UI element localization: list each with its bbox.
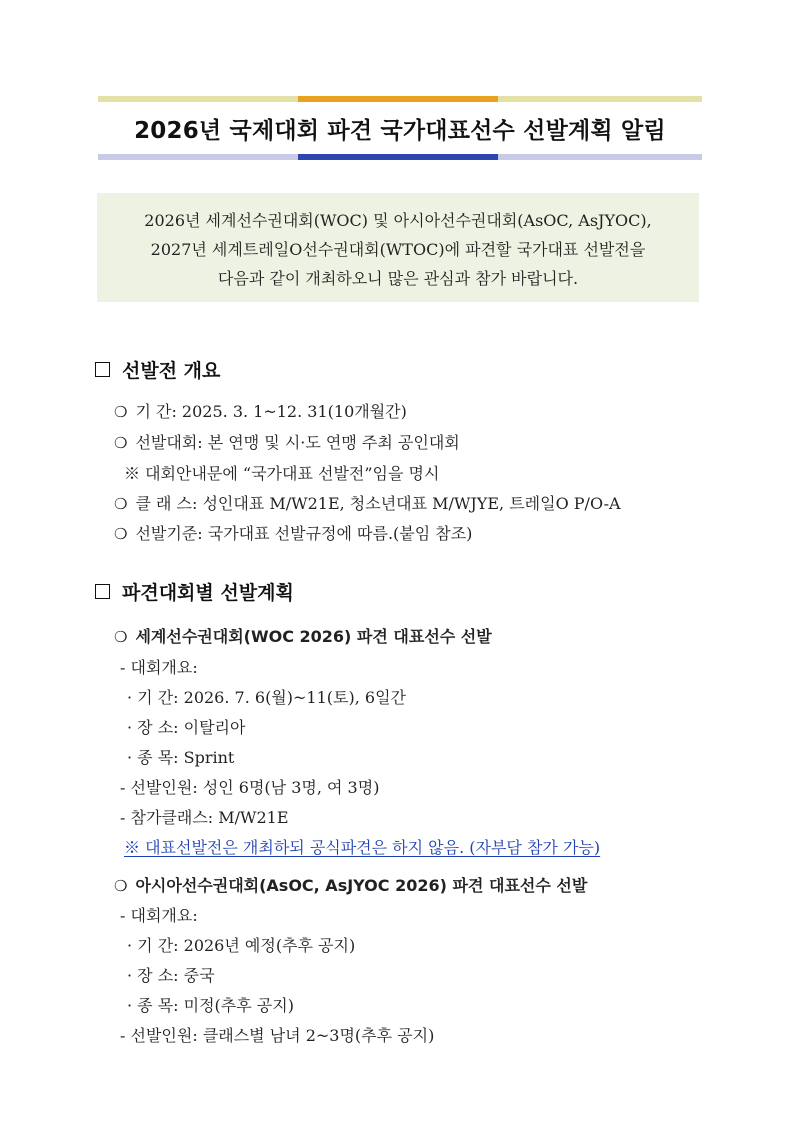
woc-discipline: · 종 목: Sprint: [127, 748, 235, 767]
bottom-bar-right: [498, 154, 702, 160]
page-title: 2026년 국제대회 파견 국가대표선수 선발계획 알림: [134, 117, 666, 144]
asoc-discipline: · 종 목: 미정(추후 공지): [127, 996, 294, 1015]
asoc-period: · 기 간: 2026년 예정(추후 공지): [127, 936, 356, 955]
top-bar-left: [98, 96, 298, 102]
woc-title: ❍ 세계선수권대회(WOC 2026) 파견 대표선수 선발: [114, 627, 492, 646]
hollow-circle-bullet-icon: ❍: [114, 434, 128, 452]
overview-events-note: ※ 대회안내문에 “국가대표 선발전”임을 명시: [124, 464, 440, 483]
woc-period: · 기 간: 2026. 7. 6(월)~11(토), 6일간: [127, 688, 406, 707]
overview-classes: ❍ 클 래 스: 성인대표 M/W21E, 청소년대표 M/WJYE, 트레일O P/O-A: [114, 494, 621, 513]
overview-criteria: ❍ 선발기준: 국가대표 선발규정에 따름.(붙임 참조): [114, 524, 473, 543]
white-square-icon: [95, 584, 110, 599]
notice-line-1: 2026년 세계선수권대회(WOC) 및 아시아선수권대회(AsOC, AsJYOC),: [144, 211, 652, 230]
header-bottom-bar: [98, 154, 702, 160]
hollow-circle-bullet-icon: ❍: [114, 495, 128, 513]
notice-line-2: 2027년 세계트레일O선수권대회(WTOC)에 파견할 국가대표 선발전을: [150, 240, 646, 259]
notice-box: [97, 193, 699, 302]
section-overview-title: 선발전 개요: [122, 360, 221, 382]
section-overview-heading: [95, 356, 220, 383]
overview-period: ❍ 기 간: 2025. 3. 1~12. 31(10개월간): [114, 402, 407, 421]
asoc-venue: · 장 소: 중국: [127, 966, 215, 985]
hollow-circle-bullet-icon: ❍: [114, 403, 128, 421]
white-square-icon: [95, 362, 110, 377]
woc-quota: - 선발인원: 성인 6명(남 3명, 여 3명): [120, 778, 380, 797]
asoc-title: ❍ 아시아선수권대회(AsOC, AsJYOC 2026) 파견 대표선수 선발: [114, 876, 588, 895]
hollow-circle-bullet-icon: ❍: [114, 525, 128, 543]
hollow-circle-bullet-icon: ❍: [114, 877, 128, 895]
asoc-overview-label: - 대회개요:: [120, 906, 198, 925]
notice-line-3: 다음과 같이 개최하오니 많은 관심과 참가 바랍니다.: [217, 269, 579, 288]
top-bar-accent: [298, 96, 498, 102]
section-plan-title: 파견대회별 선발계획: [122, 582, 294, 604]
woc-class: - 참가클래스: M/W21E: [120, 808, 289, 827]
asoc-quota: - 선발인원: 클래스별 남녀 2~3명(추후 공지): [120, 1026, 435, 1045]
hollow-circle-bullet-icon: ❍: [114, 628, 128, 646]
overview-events: ❍ 선발대회: 본 연맹 및 시·도 연맹 주최 공인대회: [114, 433, 460, 452]
woc-venue: · 장 소: 이탈리아: [127, 718, 246, 737]
woc-note: ※ 대표선발전은 개최하되 공식파견은 하지 않음. (자부담 참가 가능): [124, 838, 601, 857]
header-top-bar: [98, 96, 702, 102]
bottom-bar-left: [98, 154, 298, 160]
section-plan-heading: [95, 578, 294, 605]
bottom-bar-accent: [298, 154, 498, 160]
top-bar-right: [498, 96, 702, 102]
woc-overview-label: - 대회개요:: [120, 658, 198, 677]
